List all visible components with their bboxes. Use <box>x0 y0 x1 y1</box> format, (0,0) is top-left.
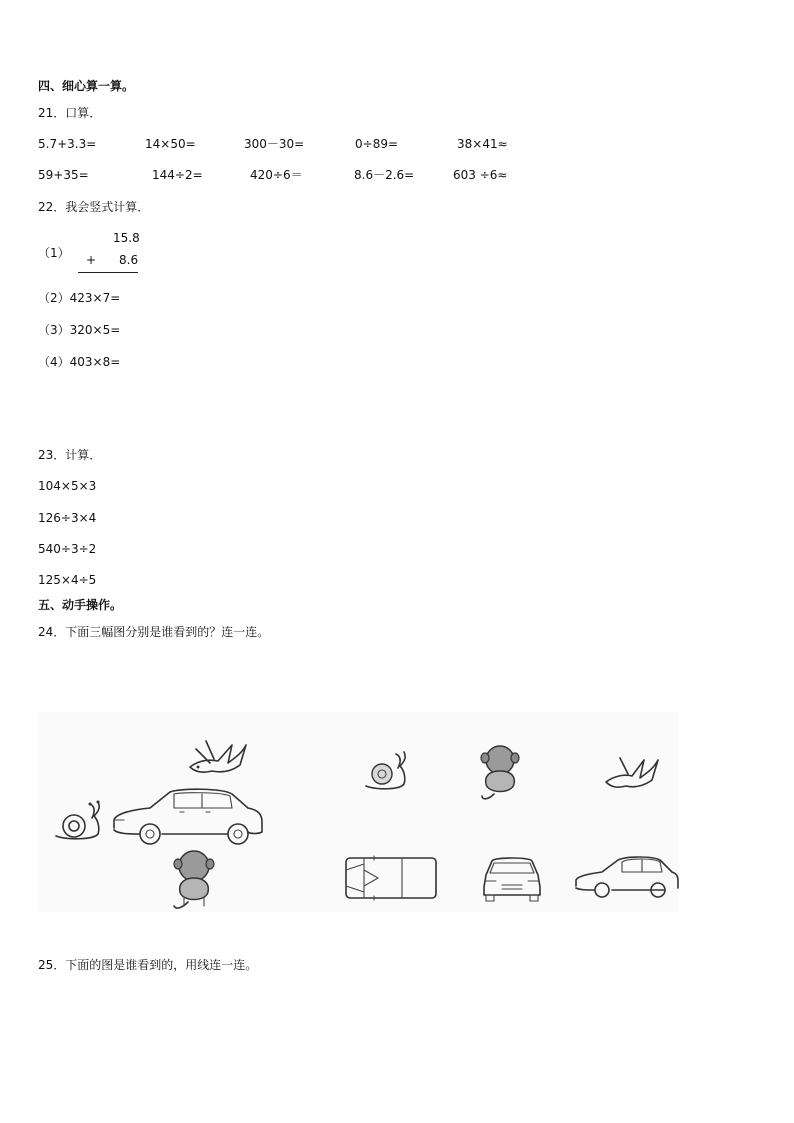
q22-item-3: （3）320×5= <box>38 323 121 337</box>
q21-cell: 8.6－2.6= <box>354 168 415 182</box>
q22-title: 22．我会竖式计算． <box>38 200 150 214</box>
q23-title: 23．计算． <box>38 448 102 462</box>
q23-item: 540÷3÷2 <box>38 542 97 556</box>
q21-cell: 59+35= <box>38 168 89 182</box>
q25-title: 25．下面的图是谁看到的，用线连一连。 <box>38 958 258 972</box>
q21-cell: 38×41≈ <box>457 137 508 151</box>
q23-item: 125×4÷5 <box>38 573 97 587</box>
section-4-heading: 四、细心算一算。 <box>38 79 135 93</box>
q22-item-2: （2）423×7= <box>38 291 121 305</box>
q21-cell: 0÷89= <box>355 137 399 151</box>
q22-item-4: （4）403×8= <box>38 355 121 369</box>
q22-item-1-label: （1） <box>38 246 70 260</box>
section-5-heading: 五、动手操作。 <box>38 598 123 612</box>
q21-cell: 144÷2= <box>152 168 203 182</box>
q21-cell: 5.7+3.3= <box>38 137 97 151</box>
q21-cell: 420÷6＝ <box>250 168 303 182</box>
q22-plus-sign: + <box>86 253 97 267</box>
q24-title: 24．下面三幅图分别是谁看到的？连一连。 <box>38 625 270 639</box>
q21-title: 21．口算． <box>38 106 102 120</box>
q21-cell: 603 ÷6≈ <box>453 168 508 182</box>
figure-background <box>38 712 678 912</box>
q21-cell: 300－30= <box>244 137 305 151</box>
q23-item: 104×5×3 <box>38 479 97 493</box>
q22-addend-top: 15.8 <box>113 231 140 245</box>
q22-addend-bottom: 8.6 <box>119 253 139 267</box>
q23-item: 126÷3×4 <box>38 511 97 525</box>
q21-cell: 14×50= <box>145 137 196 151</box>
